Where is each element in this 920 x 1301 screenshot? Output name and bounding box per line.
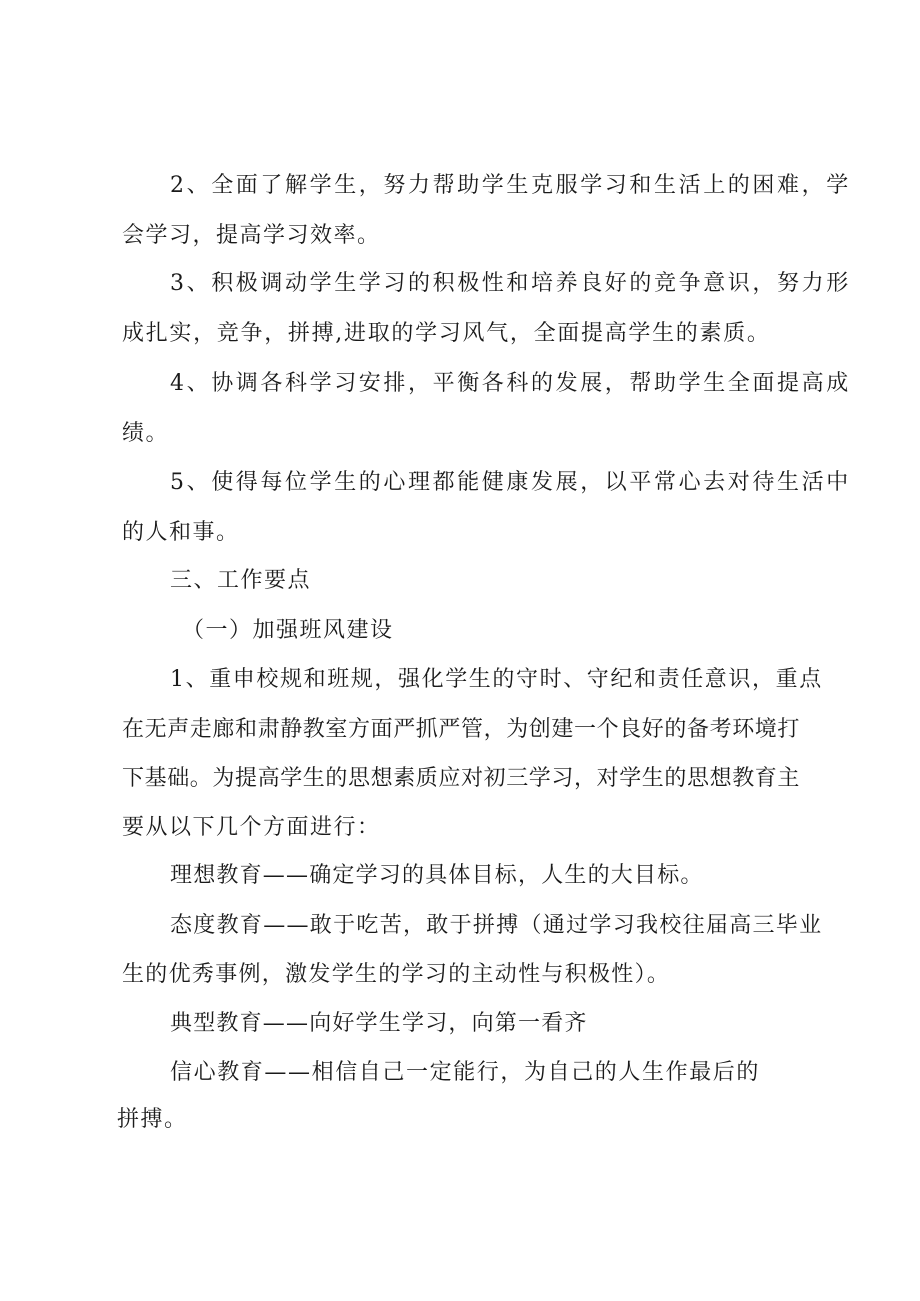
text-line: 典型教育——向好学生学习，向第一看齐 xyxy=(170,1011,588,1036)
text-line: 在无声走廊和肃静教室方面严抓严管，为创建一个良好的备考环境打 xyxy=(122,717,801,742)
text-line: 2、全面了解学生，努力帮助学生克服学习和生活上的困难，学 xyxy=(170,173,851,198)
section-heading: 三、工作要点 xyxy=(170,568,312,593)
text-line: 的人和事。 xyxy=(122,520,240,545)
text-line: 3、积极调动学生学习的积极性和培养良好的竞争意识，努力形 xyxy=(170,271,851,296)
text-line: 绩。 xyxy=(122,421,170,446)
text-line: 信心教育——相信自己一定能行，为自己的人生作最后的 xyxy=(170,1060,761,1085)
text-line: 要从以下几个方面进行： xyxy=(122,815,381,840)
subsection-heading: （一）加强班风建设 xyxy=(182,618,394,643)
text-line: 会学习，提高学习效率。 xyxy=(122,223,381,248)
text-line: 拼搏。 xyxy=(117,1107,188,1132)
text-line: 4、协调各科学习安排，平衡各科的发展，帮助学生全面提高成 xyxy=(170,371,851,396)
text-line: 理想教育——确定学习的具体目标，人生的大目标。 xyxy=(170,863,704,888)
text-line: 5、使得每位学生的心理都能健康发展，以平常心去对待生活中 xyxy=(170,470,851,495)
text-line: 态度教育——敢于吃苦，敢于拼搏（通过学习我校往届高三毕业 xyxy=(170,913,823,938)
text-line: 生的优秀事例，激发学生的学习的主动性与积极性）。 xyxy=(122,962,671,987)
text-line: 成扎实，竞争，拼搏,进取的学习风气，全面提高学生的素质。 xyxy=(122,321,771,346)
text-line: 下基础。为提高学生的思想素质应对初三学习，对学生的思想教育主 xyxy=(122,766,801,791)
text-line: 1、重申校规和班规，强化学生的守时、守纪和责任意识，重点 xyxy=(170,667,823,692)
